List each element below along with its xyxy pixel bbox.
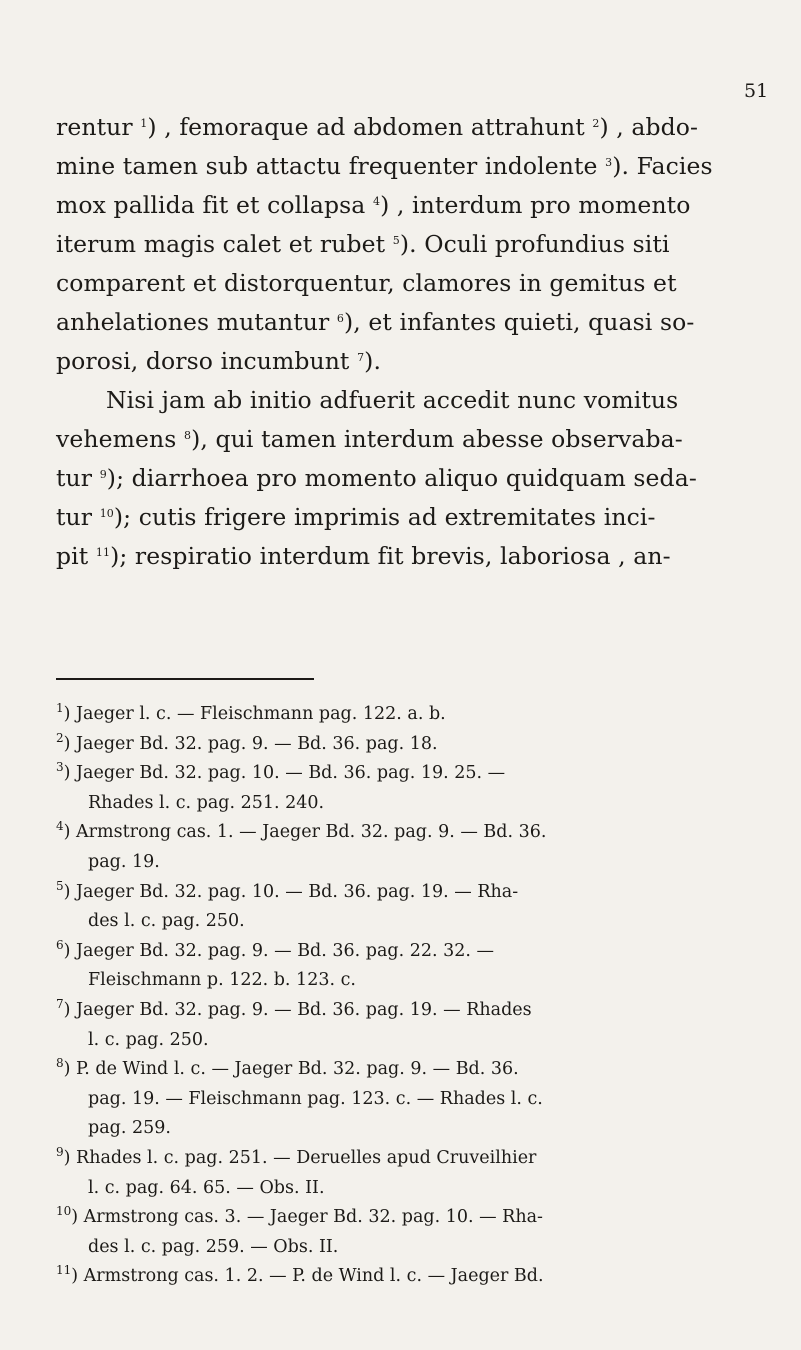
footnote-line	[56, 759, 768, 789]
body-text-segment: ) , interdum pro momento	[380, 191, 691, 219]
body-line	[56, 381, 756, 420]
footnote-line	[56, 937, 768, 967]
body-text-segment: ) , femoraque ad abdomen attrahunt	[147, 113, 593, 141]
footnote-line	[56, 1233, 768, 1263]
footnote-number: 9	[56, 1144, 64, 1159]
body-text-segment: ).	[364, 347, 382, 375]
footnote-reference: 8	[183, 429, 192, 442]
body-line	[56, 108, 756, 147]
footnote-reference: 3	[605, 156, 613, 169]
footnote-text: des l. c. pag. 250.	[88, 911, 245, 932]
body-line	[56, 225, 756, 264]
footnote-paren: )	[63, 1147, 77, 1168]
footnote-number: 1	[56, 701, 64, 715]
page-number: 51	[744, 80, 769, 102]
footnote-line	[56, 789, 768, 819]
footnote-paren: )	[63, 1059, 77, 1080]
footnote-paren: )	[63, 881, 77, 902]
footnote-line	[56, 1114, 768, 1144]
body-line	[56, 498, 756, 537]
footnote-line	[56, 878, 768, 908]
footnote-number: 2	[56, 730, 64, 745]
footnote-text: Jaeger Bd. 32. pag. 10. — Bd. 36. pag. 19. — Rha-	[76, 881, 519, 902]
body-text-segment: porosi, dorso incumbunt	[56, 347, 358, 375]
footnote-line	[56, 1144, 768, 1174]
footnote-reference: 5	[392, 234, 400, 247]
footnotes	[56, 700, 768, 1292]
footnote-text: Armstrong cas. 1. — Jaeger Bd. 32. pag. 9. — Bd. 36.	[76, 822, 547, 843]
body-text-segment: anhelationes mutantur	[56, 308, 337, 336]
footnote-line	[56, 818, 768, 848]
footnote-line	[56, 1026, 768, 1056]
footnote-text: Jaeger Bd. 32. pag. 9. — Bd. 36. pag. 18.	[76, 733, 438, 754]
body-text-segment: ) , abdo-	[599, 113, 699, 141]
body-text-segment: tur	[56, 464, 100, 492]
body-text-segment: vehemens	[56, 425, 184, 453]
body-line	[56, 303, 756, 342]
body-line	[56, 459, 756, 498]
body-text-segment: ); respiratio interdum fit brevis, laboriosa , an-	[110, 542, 671, 570]
footnote-reference: 11	[95, 546, 111, 559]
footnote-reference: 9	[99, 468, 107, 481]
footnote-text: pag. 19. — Fleischmann pag. 123. c. — Rhades l. c.	[88, 1088, 543, 1109]
body-text-segment: pit	[56, 542, 96, 570]
footnote-line	[56, 848, 768, 878]
footnote-number: 6	[56, 937, 64, 952]
footnote-paren: )	[63, 940, 77, 961]
footnote-number: 11	[56, 1263, 72, 1278]
footnote-line	[56, 966, 768, 996]
footnote-text: pag. 19.	[88, 851, 160, 872]
footnote-text: Fleischmann p. 122. b. 123. c.	[88, 970, 356, 991]
footnote-paren: )	[71, 1207, 84, 1228]
footnote-line	[56, 907, 768, 937]
footnote-paren: )	[63, 822, 77, 843]
body-text-segment: ), et infantes quieti, quasi so-	[344, 308, 695, 336]
body-text-segment: mox pallida fit et collapsa	[56, 191, 373, 219]
footnote-line	[56, 1055, 768, 1085]
footnote-reference: 1	[140, 117, 148, 130]
body-line	[56, 420, 756, 459]
footnote-reference: 7	[357, 351, 365, 364]
footnote-text: Rhades l. c. pag. 251. — Deruelles apud Cruveilhier	[76, 1147, 537, 1168]
body-text-segment: rentur	[56, 113, 141, 141]
footnote-number: 8	[56, 1056, 64, 1071]
body-line	[56, 147, 756, 186]
body-line	[56, 537, 756, 576]
body-text-segment: ). Facies	[612, 152, 713, 180]
footnote-reference: 6	[336, 312, 344, 325]
footnote-line	[56, 1203, 768, 1233]
body-line	[56, 264, 756, 303]
footnote-line	[56, 700, 768, 730]
body-text-segment: Nisi jam ab initio adfuerit accedit nunc vomitus	[106, 386, 679, 414]
footnote-text: des l. c. pag. 259. — Obs. II.	[88, 1236, 339, 1257]
footnote-reference: 2	[592, 117, 600, 130]
body-text-segment: ); cutis frigere imprimis ad extremitates inci-	[113, 503, 656, 531]
footnote-line	[56, 1085, 768, 1115]
body-text-segment: ). Oculi profundius siti	[399, 230, 670, 258]
footnote-number: 7	[56, 996, 64, 1011]
footnote-paren: )	[63, 704, 77, 724]
footnote-text: Jaeger l. c. — Fleischmann pag. 122. a. b.	[76, 704, 446, 724]
body-text-segment: comparent et distorquentur, clamores in gemitus et	[56, 269, 677, 297]
footnote-reference: 10	[99, 507, 114, 520]
footnote-text: Jaeger Bd. 32. pag. 10. — Bd. 36. pag. 19. 25. —	[76, 763, 506, 784]
footnote-line	[56, 1174, 768, 1204]
footnote-text: l. c. pag. 64. 65. — Obs. II.	[88, 1177, 325, 1198]
footnote-line	[56, 996, 768, 1026]
footnote-line	[56, 1262, 768, 1292]
body-line	[56, 186, 756, 225]
body-text	[56, 108, 756, 576]
body-text-segment: iterum magis calet et rubet	[56, 230, 393, 258]
footnote-number: 4	[56, 819, 64, 834]
footnote-number: 5	[56, 878, 64, 893]
footnote-text: Armstrong cas. 1. 2. — P. de Wind l. c. — Jaeger Bd.	[83, 1266, 544, 1287]
body-text-segment: ); diarrhoea pro momento aliquo quidquam seda-	[106, 464, 697, 492]
footnote-text: P. de Wind l. c. — Jaeger Bd. 32. pag. 9. — Bd. 36.	[76, 1059, 519, 1080]
footnote-text: Rhades l. c. pag. 251. 240.	[88, 792, 325, 813]
footnote-number: 10	[56, 1204, 72, 1219]
footnote-line	[56, 730, 768, 760]
footnote-text: pag. 259.	[88, 1118, 171, 1139]
footnote-paren: )	[71, 1266, 84, 1287]
footnote-reference: 4	[372, 195, 381, 208]
footnote-divider	[56, 678, 314, 680]
footnote-text: Jaeger Bd. 32. pag. 9. — Bd. 36. pag. 19. — Rhades	[76, 999, 532, 1020]
body-text-segment: ), qui tamen interdum abesse observaba-	[191, 425, 683, 453]
footnote-number: 3	[56, 760, 64, 775]
footnote-paren: )	[63, 733, 77, 754]
footnote-text: l. c. pag. 250.	[88, 1029, 209, 1050]
footnote-paren: )	[63, 999, 77, 1020]
body-text-segment: mine tamen sub attactu frequenter indolente	[56, 152, 606, 180]
body-line	[56, 342, 756, 381]
footnote-text: Jaeger Bd. 32. pag. 9. — Bd. 36. pag. 22. 32. —	[76, 940, 495, 961]
footnote-paren: )	[63, 763, 77, 784]
body-text-segment: tur	[56, 503, 100, 531]
footnote-text: Armstrong cas. 3. — Jaeger Bd. 32. pag. 10. — Rha-	[83, 1207, 543, 1228]
